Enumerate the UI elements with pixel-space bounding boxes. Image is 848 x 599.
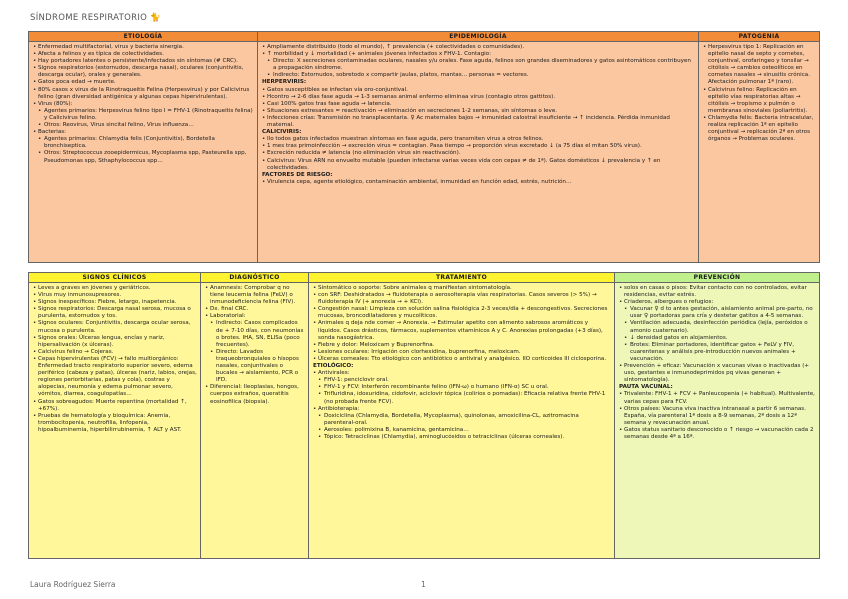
tratamiento-item: • Sintomático o soporte: Sobre animales q manifiestan sintomatología. xyxy=(313,285,611,292)
prevencion-item: • ↓ densidad gatos en alojamientos. xyxy=(619,335,816,342)
tratamiento-item: • FHV-1: penciclovir oral. xyxy=(313,377,611,384)
epidemiologia-item: • Indirecto: Estornudos, sobretodo x compartir jaulas, platos, mantas… personas = vectores. xyxy=(262,72,695,79)
epidemiologia-list xyxy=(258,42,698,186)
epidemiologia-item: • Hcontro → 2-6 días fase aguda → 1-3 semanas animal enfermo eliminaa virus (contagio otros gattitos). xyxy=(262,94,695,101)
patogenia-item: • Calcivirus felino: Replicación en epitelio vías respiratorias altas → citólisis → tropismo x pulmón o membranas sinoviales (poliartritis). xyxy=(703,87,816,115)
diagnostico-item: • Diferencial: Ileoplasias, hongos, cuerpos extraños, queratitis eosinofilica (biopsia). xyxy=(205,384,305,405)
prevencion-item: • Vacunar ♀ d to antes gestación, aislamiento animal pre-parto, no usar ♀ portadoras para cría y destetar gatitos a 4-5 semanas. xyxy=(619,306,816,320)
signos-item: • Gatos sobreagudos: Muerte repentina (mortalidad ↑, +67%). xyxy=(33,399,197,413)
tratamiento-item: • Antivirales: xyxy=(313,370,611,377)
patogenia-item: • Herpesvirus tipo 1: Replicación en epitelio nasal de septo y cornetes, conjuntival, orofaringeo y tonsilar → citólisis → cambios osteolíticos en cornetes nasales → sinusitis crónica. Afectación pulmonar 1ª (raro). xyxy=(703,44,816,87)
epidemiologia-item: • Virulencia cepa, agente etiológico, contaminación ambiental, inmunidad en función edad, estrés, nutrición… xyxy=(262,179,695,186)
tratamiento-item: • Doxiciclina (Chlamydia, Bordetella, Mycoplasma), quinolonas, amoxicilina-CL, azitromacina parenteral-oral. xyxy=(313,413,611,427)
tratamiento-item: • Úlceras corneales: Tto etiológico con antibiótico o antiviral y analgésico. IIO corticoides III ciclosporina. xyxy=(313,356,611,363)
etiologia-item: • Otros: Reovirus, Virus sincital felino, Virus influenza… xyxy=(33,122,254,129)
epidemiologia-item: • 1 mes tras primoinfección → excreción virus = contagian. Pasa tiempo → proporción virus excretado ↓ (a 75 días el mitan 50% virus). xyxy=(262,143,695,150)
etiologia-item: • Agentes primarios: Herpesvirus felino tipo I = FHV-1 (Rinotraqueitis felina) y Calicivirus felino. xyxy=(33,108,254,122)
header-etiologia: ETIOLOGÍA xyxy=(29,32,258,42)
epidemiologia-item: • Excreción reducida ≠ latencia (no eliminación virus sin reactivación). xyxy=(262,150,695,157)
signos-item: • Signos orales: Úlceras lengua, encías y nariz, hipersalivación (x úlceras). xyxy=(33,335,197,349)
etiologia-item: • Hay portadores latentes o persistente/infectados sin síntomas (# CRC). xyxy=(33,58,254,65)
diagnostico-item: • Dx. final CRC. xyxy=(205,306,305,313)
tratamiento-item: • FHV-1 y FCV: Interferón recombinante felino (IFN-ω) o humano (IFN-α) SC u oral. xyxy=(313,384,611,391)
prevencion-item: • Prevención + eficaz: Vacunación x vacunas vivas o inactivadas (+ uso, gestantes e inmunodeprimidos pq vivas generan + sintomatología). xyxy=(619,363,816,384)
signos-list xyxy=(29,283,200,434)
etiologia-item: • Virus (80%): xyxy=(33,101,254,108)
epidemiologia-item: • Ampliamente distribuido (todo el mundo), ↑ prevalencia (+ colectividades o comunidades). xyxy=(262,44,695,51)
footer-author: Laura Rodríguez Sierra xyxy=(30,580,116,589)
epidemiologia-item: • Gatos susceptibles se infectan vía oro-conjuntival. xyxy=(262,87,695,94)
tratamiento-item: • Fiebre y dolor: Meloxicam y Buprenorfina. xyxy=(313,342,611,349)
diagnostico-item: • Anamnesis: Comprobar q no tiene leucemia felina (FeLV) o inmunodeficiencia felina (FIV). xyxy=(205,285,305,306)
epidemiologia-item: • Situaciones estresantes = reactivación → eliminación en secreciones 1-2 semanas, sin síntomas o leve. xyxy=(262,108,695,115)
header-tratamiento: TRATAMIENTO xyxy=(309,273,615,283)
tratamiento-item: • Antibioterapia: xyxy=(313,406,611,413)
diagnostico-item: • Directo: Lavados traqueobronquiales o hisopos nasales, conjuntivales o bucales → aislamiento, PCR o IFD. xyxy=(205,349,305,384)
cat-icon: 🐈 xyxy=(150,13,162,23)
header-signos: SIGNOS CLÍNICOS xyxy=(29,273,201,283)
etiologia-item: • 80% casos x virus de la Rinotraqueitis Felina (Herpesvirus) y por Calicivirus felino (gran diversidad antigénica y algunas cepas hipervirulentas). xyxy=(33,87,254,101)
top-table xyxy=(28,31,820,263)
etiologia-list xyxy=(29,42,257,165)
tratamiento-item: • Lesiones oculares: Irrigación con clorhexidina, buprenorfina, meloxicam. xyxy=(313,349,611,356)
tratamiento-list xyxy=(309,283,614,441)
epidemiologia-item: • Infecciones crías: Transmisión no transplacentaria. ♀ Ac maternales bajos → inmunidad calostral insuficiente → ↑ incidencia. Pérdida inmunidad maternal. xyxy=(262,115,695,129)
signos-item: • Signos respiratorios: Descarga nasal serosa, mucosa o purulenta, estornudos y tos. xyxy=(33,306,197,320)
tratamiento-item: ETIOLÓGICO: xyxy=(313,363,354,370)
etiologia-item: • Enfermedad multifactorial, virus y bacteria sinergia. xyxy=(33,44,254,51)
header-patogenia: PATOGENIA xyxy=(699,32,820,42)
epidemiologia-item: • Ilo todos gatos infectados muestran síntomas en fase aguda, pero transmiten virus a otros felinos. xyxy=(262,136,695,143)
signos-item: • Virus muy inmunosupresores. xyxy=(33,292,197,299)
epidemiologia-item: • Casi 100% gatos tras fase aguda → latencia. xyxy=(262,101,695,108)
bottom-table xyxy=(28,272,820,559)
prevencion-item: • Otros países: Vacuna viva inactiva intranasal a partir 6 semanas. España, vía parenteral 1ª dosis a 8-9 semanas, 2ª dosis a 12ª semana y revacunación anual. xyxy=(619,406,816,427)
prevencion-item: • Gatos status sanitario desconocido o ↑ riesgo → vacunación cada 2 semanas desde 4ª a 16ª. xyxy=(619,427,816,441)
epidemiologia-item: • Directo: X secreciones contaminadas oculares, nasales y/u orales. Fase aguda, felinos son grandes diseminadores y gatos asintomáticos contribuyen a propagación síndrome. xyxy=(262,58,695,72)
signos-item: • Cepas hipervirulentas (FCV) → fallo multiorgánico: Enfermedad tracto respiratorio superior severo, edema periférico (cabeza y patas), úlceras (nariz, labios, orejas, regiones periorbitarias, patas y cola), costras y alopecias, neumonía y edema pulmonar severo, vómitos, diarrea, coagulopatías… xyxy=(33,356,197,399)
prevencion-item: • Ventilación adecuada, desinfección periódica (lejía, peróxidos o amonio cuaternario). xyxy=(619,320,816,334)
tratamiento-item: • Congestión nasal: Limpieza con solución salina fisiológica 2-3 veces/día + descongestivos. Secreciones mucosas, broncodilatadores y mucolíticos. xyxy=(313,306,611,320)
signos-item: • Pruebas de hematología y bioquímica: Anemia, trombocitopenia, neutrofilia, linfopenia, hipoalbuminemia, hiperbilirrubinemia, ↑ ALT y AST. xyxy=(33,413,197,434)
document-title xyxy=(30,13,161,23)
etiologia-item: • Signos respiratorios (estornudos, descarga nasal), oculares (conjuntivitis, descarga ocular), orales y generales. xyxy=(33,65,254,79)
page-number: 1 xyxy=(421,580,426,589)
patogenia-list xyxy=(699,42,819,143)
epidemiologia-item: FACTORES DE RIESGO: xyxy=(262,171,333,178)
etiologia-item: • Bacterias: xyxy=(33,129,254,136)
prevencion-item: • Trivalente: FHV-1 + FCV + Panleucopenia (+ habitual). Multivalente, varias cepas para FCV. xyxy=(619,391,816,405)
tratamiento-item: • Aerosoles: polimixina B, kanamicina, gentamicina… xyxy=(313,427,611,434)
prevencion-item: PAUTA VACUNAL: xyxy=(619,384,673,391)
prevencion-item: • Criaderos, albergues o refugios: xyxy=(619,299,816,306)
document-title-text: SÍNDROME RESPIRATORIO xyxy=(30,13,148,23)
signos-item: • Signos inespecíficos: Fiebre, letargo, inapetencia. xyxy=(33,299,197,306)
signos-item: • Signos oculares: Conjuntivitis, descarga ocular serosa, mucosa o purulenta. xyxy=(33,320,197,334)
signos-item: • Leves a graves en jóvenes y geriátricos. xyxy=(33,285,197,292)
etiologia-item: • Otros: Streptococcus zooepidermicus, Mycoplasma spp, Pasteurella spp, Pseudomonas spp, Sthaphylococcus spp… xyxy=(33,150,254,164)
epidemiologia-item: CALICIVIRIS: xyxy=(262,129,302,136)
header-epidemiologia: EPIDEMIOLOGÍA xyxy=(258,32,699,42)
patogenia-item: • Chlamydia felis: Bacteria intracelular, realiza replicación 1ª en epitelio conjuntival → replicación 2ª en otros órganos → Problemas oculares. xyxy=(703,115,816,143)
etiologia-item: • Afecta a felinos y es típica de colectividades. xyxy=(33,51,254,58)
prevencion-item: • solos en casas o pisos: Evitar contacto con no controlados, evitar residencias, evitar estrés. xyxy=(619,285,816,299)
prevencion-item: • Brotes: Eliminar portadores, identificar gatos + FeLV y FIV, cuarentenas y análisis pre-introducción nuevos animales + vacunación. xyxy=(619,342,816,363)
tratamiento-item: • Tópico: Tetraciclinas (Chlamydia), aminoglucósidos o tetraciclinas (úlceras corneales). xyxy=(313,434,611,441)
signos-item: • Calcivirus felino → Cojeras. xyxy=(33,349,197,356)
header-diagnostico: DIAGNÓSTICO xyxy=(201,273,309,283)
tratamiento-item: • con SRF: Deshidratados → fluidoterapia o aerosolterapia vías respiratorias. Casos severos (> 5%) → fluidoterapia IV (+ anorexia → + KCl). xyxy=(313,292,611,306)
diagnostico-item: • Indirecto: Casos complicados de + 7-10 días, con neumonías o brotes. IHA, SN, ELISa (poco frecuentes). xyxy=(205,320,305,348)
tratamiento-item: • Trifluridina, idoxuridina, cidofovir, aciclovir tópica (colirios o pomadas): Eficacia relativa frente FHV-1 (no probada frente FCV). xyxy=(313,391,611,405)
diagnostico-item: • Laboratorial: xyxy=(205,313,305,320)
diagnostico-list xyxy=(201,283,308,406)
epidemiologia-item: HERPERVIRIS: xyxy=(262,79,307,86)
header-prevencion: PREVENCIÓN xyxy=(615,273,820,283)
etiologia-item: • Gatos poca edad → muerte. xyxy=(33,79,254,86)
epidemiologia-item: • Calcivirus: Virus ARN no envuelto mutable (pueden infectarse varias veces vida con cepas ≠ de 1ª). Gatos domésticos ↓ prevalencia y ↑ en colectividades. xyxy=(262,158,695,172)
tratamiento-item: • Animales q deja nde comer → Anorexia. → Estimular apetito con alimento sabrosos aromáticos y líquidos. Casos drásticos, fármacos, suplementos vitamínicos A y C. Anorexias prolongadas (+3 días), sonda nasogástrica. xyxy=(313,320,611,341)
etiologia-item: • Agentes primarios: Chlamydia felis (Conjuntivitis), Bordetella bronchiseptica. xyxy=(33,136,254,150)
prevencion-list xyxy=(615,283,819,441)
epidemiologia-item: • ↑ morbilidad y ↓ mortalidad (+ animales jóvenes infectados x FHV-1. Contagio: xyxy=(262,51,695,58)
